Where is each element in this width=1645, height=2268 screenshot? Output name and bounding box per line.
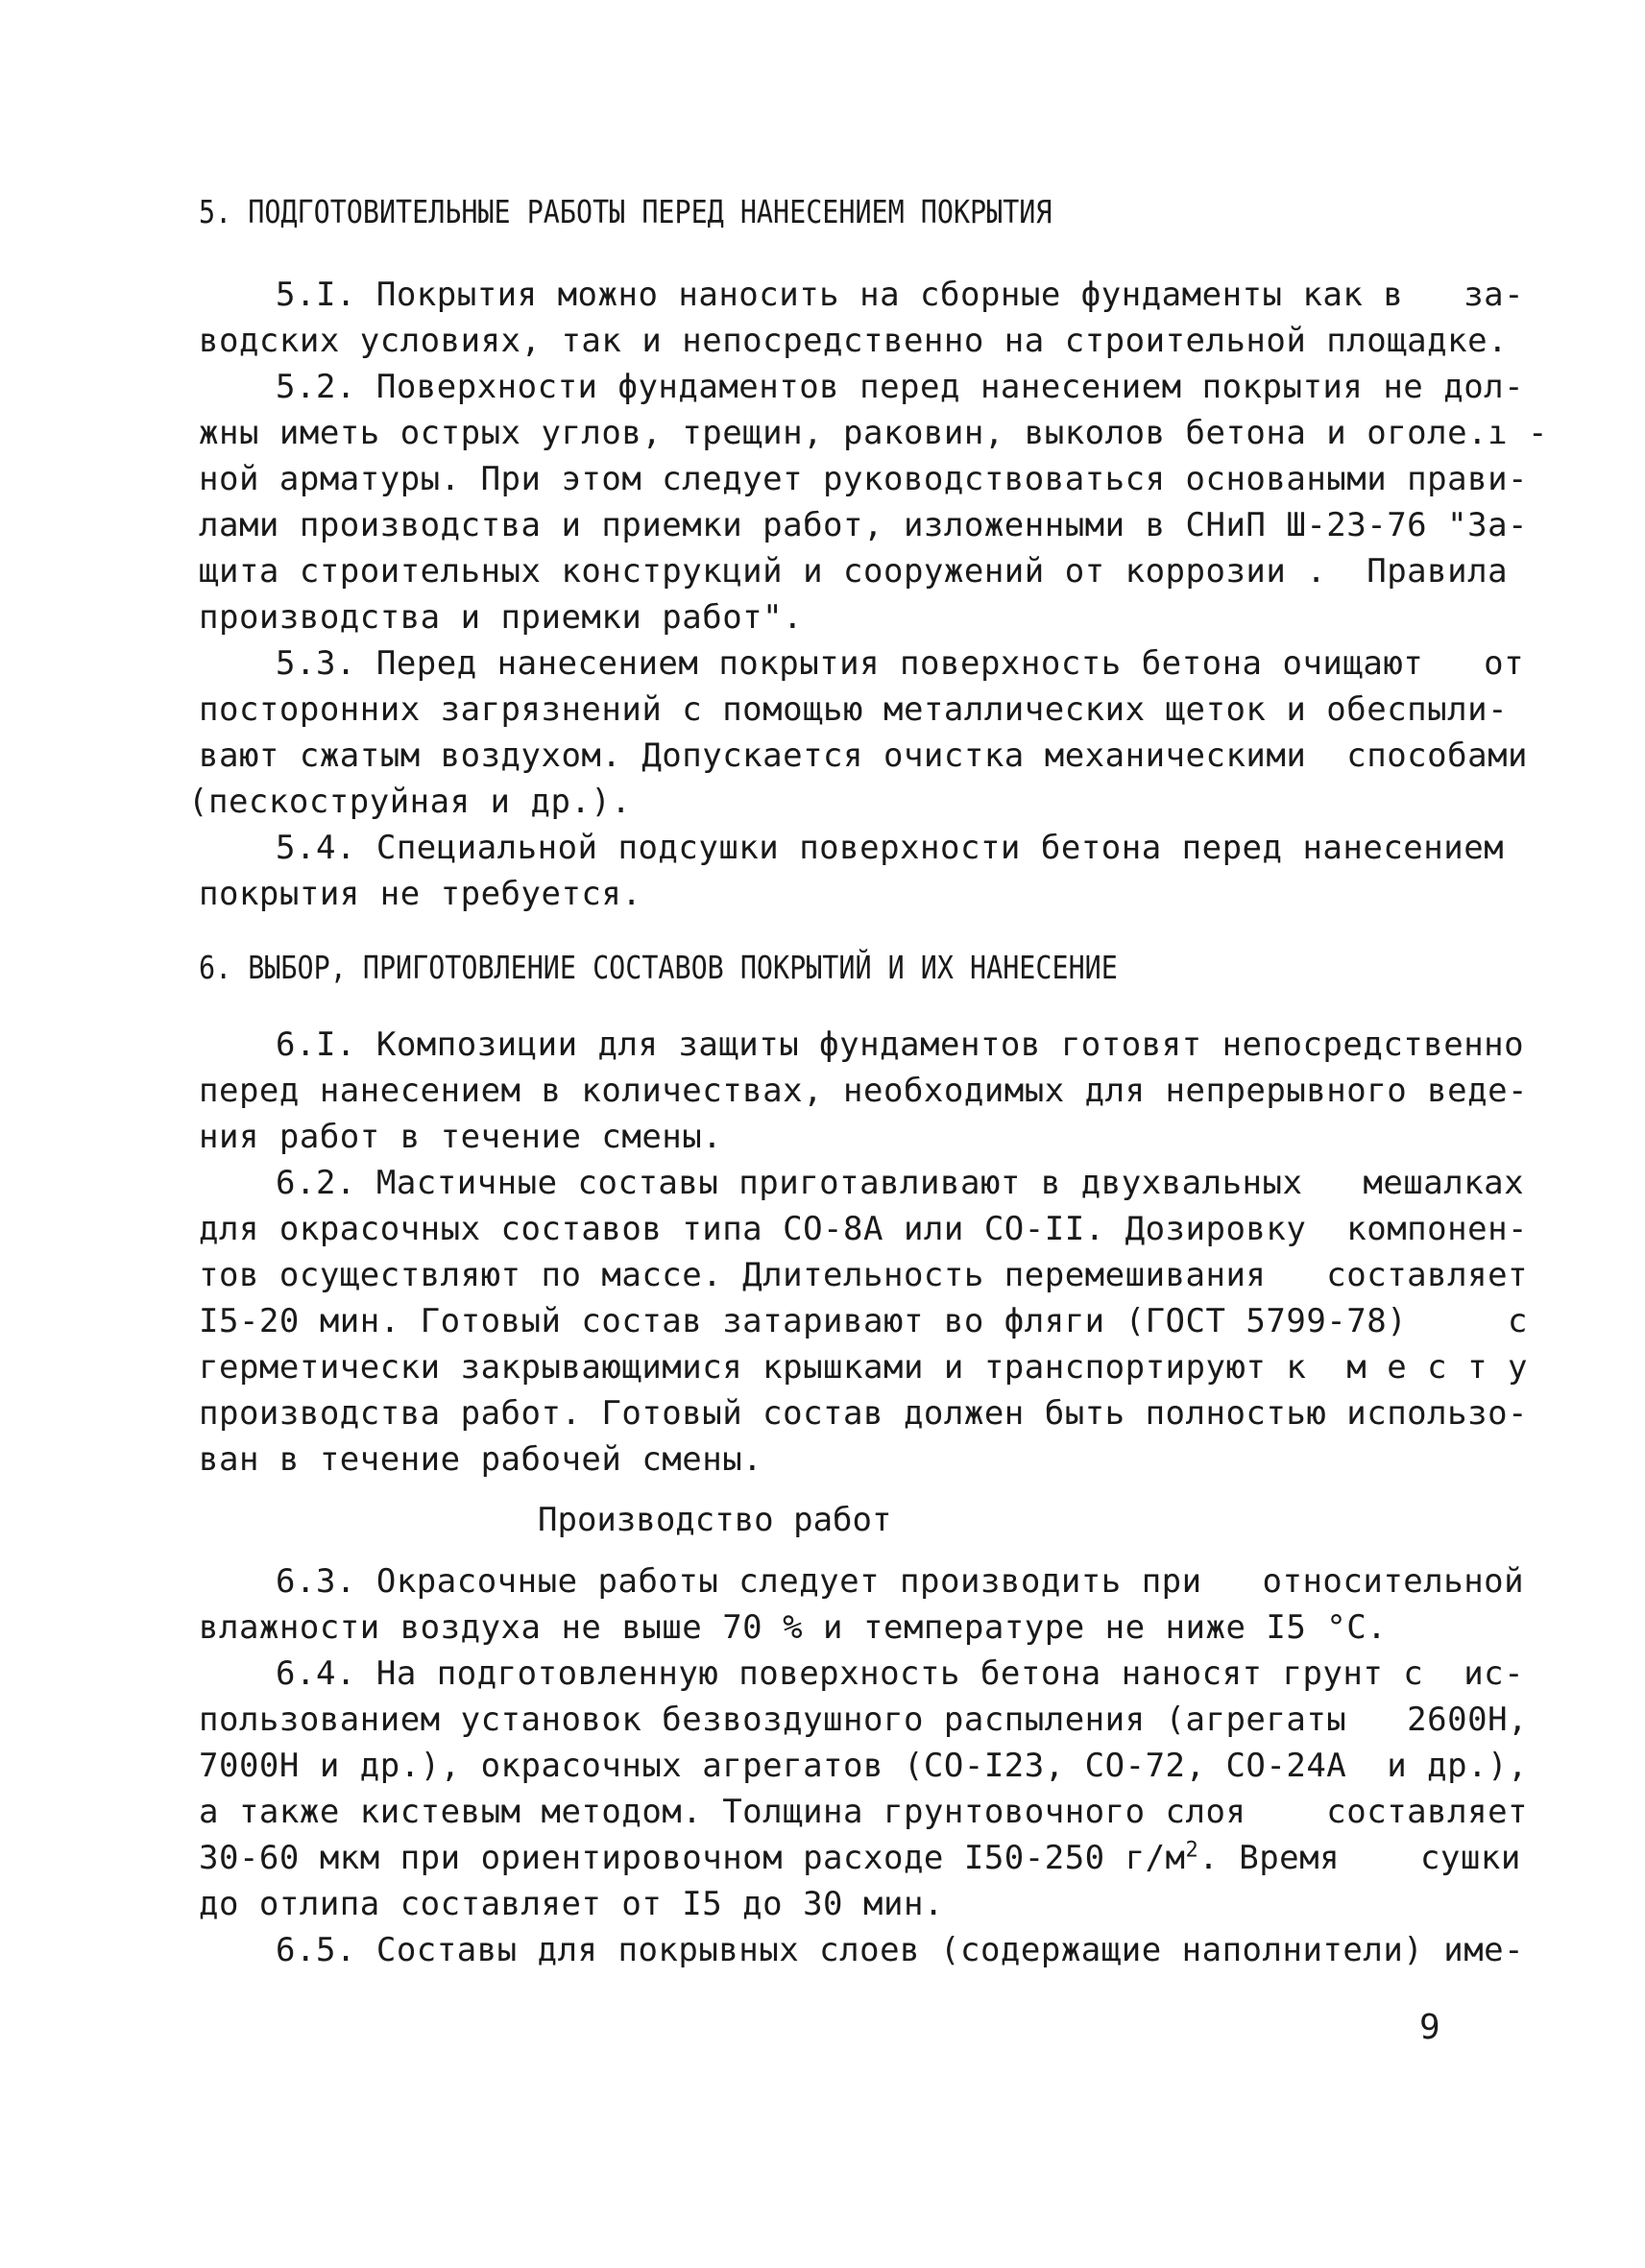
paragraph-line: тов осуществляют по массе. Длительность перемешивания составляет [199, 1256, 1529, 1294]
paragraph-line: ной арматуры. При этом следует руководствоваться основаными прави- [199, 460, 1529, 498]
paragraph-line-with-superscript [199, 1839, 1521, 1877]
paragraph-line: производства работ. Готовый состав должен быть полностью использо- [199, 1394, 1529, 1433]
paragraph-line: 6.5. Составы для покрывных слоев (содержащие наполнители) име- [276, 1931, 1525, 1969]
paragraph-line: 5.3. Перед нанесением покрытия поверхность бетона очищают от [276, 644, 1525, 683]
paragraph-line: производства и приемки работ". [199, 598, 804, 637]
paragraph-line: жны иметь острых углов, трещин, раковин, выколов бетона и оголе.ı - [199, 414, 1548, 452]
paragraph-line: герметически закрывающимися крышками и транспортируют к м е с т у [199, 1348, 1529, 1387]
paragraph-line: ван в течение рабочей смены. [199, 1440, 763, 1479]
section-5-heading: 5. ПОДГОТОВИТЕЛЬНЫЕ РАБОТЫ ПЕРЕД НАНЕСЕНИЕМ ПОКРЫТИЯ [199, 193, 1052, 230]
paragraph-line: пользованием установок безвоздушного распыления (агрегаты 2600Н, [199, 1701, 1529, 1739]
paragraph-line: 5.I. Покрытия можно наносить на сборные фундаменты как в за- [276, 276, 1525, 314]
subsection-heading: Производство работ [538, 1501, 892, 1539]
paragraph-line: 6.4. На подготовленную поверхность бетона наносят грунт с ис- [276, 1654, 1525, 1693]
paragraph-line: 6.I. Композиции для защиты фундаментов готовят непосредственно [276, 1025, 1525, 1064]
paragraph-line: 6.3. Окрасочные работы следует производить при относительной [276, 1562, 1525, 1601]
paragraph-line: влажности воздуха не выше 70 % и температуре не ниже I5 °С. [199, 1608, 1388, 1647]
paragraph-line: водских условиях, так и непосредственно на строительной площадке. [199, 322, 1509, 360]
section-6-heading: 6. ВЫБОР, ПРИГОТОВЛЕНИЕ СОСТАВОВ ПОКРЫТИЙ И ИХ НАНЕСЕНИЕ [199, 949, 1118, 986]
paragraph-line: вают сжатым воздухом. Допускается очистка механическими способами [199, 736, 1529, 775]
page-number: 9 [1419, 2008, 1440, 2047]
paragraph-line: для окрасочных составов типа СО-8А или СО-II. Дозировку компонен- [199, 1210, 1529, 1248]
paragraph-line: щита строительных конструкций и сооружений от коррозии . Правила [199, 552, 1509, 591]
paragraph-text: 30-60 мкм при ориентировочном расходе I50-250 г/м [199, 1839, 1186, 1877]
paragraph-line: лами производства и приемки работ, изложенными в СНиП Ш-23-76 "За- [199, 506, 1529, 544]
paragraph-line: ния работ в течение смены. [199, 1118, 723, 1156]
paragraph-line: перед нанесением в количествах, необходимых для непрерывного веде- [199, 1072, 1529, 1110]
paragraph-line: I5-20 мин. Готовый состав затаривают во фляги (ГОСТ 5799-78) с [199, 1302, 1529, 1340]
paragraph-line: до отлипа составляет от I5 до 30 мин. [199, 1885, 944, 1923]
superscript: 2 [1185, 1838, 1199, 1863]
paragraph-line: 5.4. Специальной подсушки поверхности бетона перед нанесением [276, 829, 1505, 867]
paragraph-line: посторонних загрязнений с помощью металлических щеток и обеспыли- [199, 690, 1509, 729]
paragraph-line: покрытия не требуется. [199, 875, 642, 913]
paragraph-line: 5.2. Поверхности фундаментов перед нанесением покрытия не дол- [276, 368, 1525, 406]
paragraph-line: а также кистевым методом. Толщина грунтовочного слоя составляет [199, 1793, 1529, 1831]
paragraph-line: (пескоструйная и др.). [188, 783, 632, 821]
paragraph-text: . Время сушки [1198, 1839, 1521, 1877]
paragraph-line: 6.2. Мастичные составы приготавливают в двухвальных мешалках [276, 1164, 1525, 1202]
paragraph-line: 7000Н и др.), окрасочных агрегатов (СО-I23, СО-72, СО-24А и др.), [199, 1747, 1529, 1785]
